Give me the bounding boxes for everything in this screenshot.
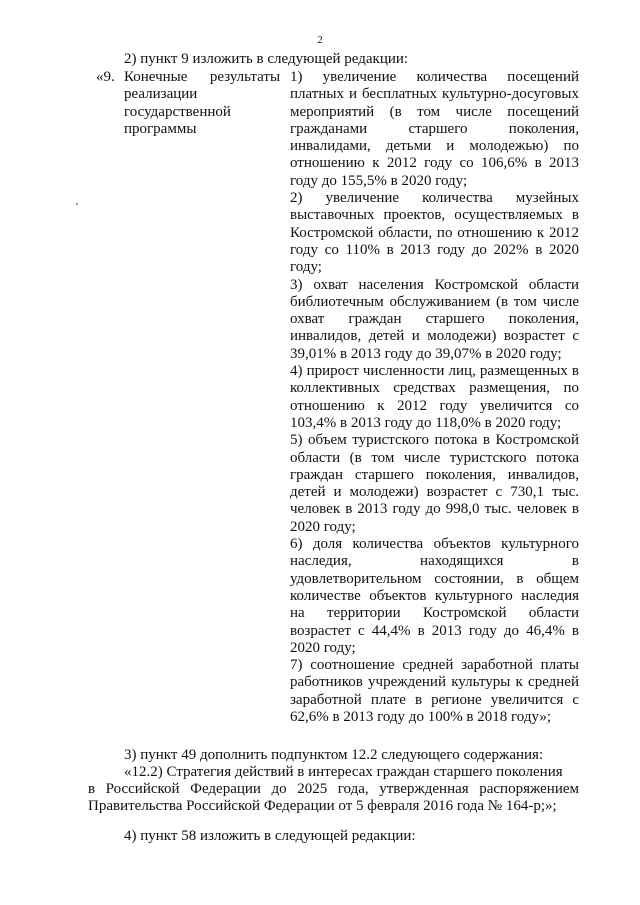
scan-speck <box>76 203 78 205</box>
item-number: «9. <box>96 69 115 85</box>
point-3-quote-line: в Российской Федерации до 2025 года, утвержденная распоряжением <box>88 781 579 797</box>
intro-paragraph: 2) пункт 9 изложить в следующей редакции: <box>124 51 409 67</box>
item-label-line: Конечные результаты <box>124 69 281 85</box>
result-item: 6) доля количества объектов культурного наследия, находящихся в удовлетворительном состоянии, в общем количестве объектов культурного наследия на территории Костромской области возрастет с 44,4% в 2013 году до 46,4% в 2020 году; <box>290 536 579 656</box>
result-item: 5) объем туристского потока в Костромской области (в том числе туристского потока граждан старшего поколения, инвалидов, детей и молодежи) возрастет с 730,1 тыс. человек в 2013 году до 998,0 тыс. человек в 2020 году; <box>290 432 579 535</box>
item-label-line: государственной <box>124 103 231 120</box>
result-item: 3) охват населения Костромской области библиотечным обслуживанием (в том числе охват граждан старшего поколения, инвалидов, детей и молодежи) возрастет с 39,01% в 2013 году до 39,07% в 2020 году; <box>290 276 579 362</box>
result-item: 1) увеличение количества посещений платных и бесплатных культурно-досуговых мероприятий (в том числе посещений гражданами старшего поколения, инвалидами, детьми и молодежью) по отношению к 2012 году со 106,6% в 2013 году до 155,5% в 2020 году; <box>290 69 579 189</box>
results-list <box>290 69 579 726</box>
item-label-line: реализации <box>124 86 198 103</box>
result-item: 4) прирост численности лиц, размещенных в коллективных средствах размещения, по отношению к 2012 году увеличится со 103,4% в 2013 году до 118,0% в 2020 году; <box>290 363 579 431</box>
point-4-heading: 4) пункт 58 изложить в следующей редакции: <box>124 828 416 844</box>
point-3-heading: 3) пункт 49 дополнить подпунктом 12.2 следующего содержания: <box>124 747 544 763</box>
item-label-line: программы <box>124 120 197 137</box>
point-3-quote-line: «12.2) Стратегия действий в интересах граждан старшего поколения <box>124 764 563 780</box>
item-label <box>124 69 284 138</box>
page-number: 2 <box>317 34 323 46</box>
result-item: 2) увеличение количества музейных выставочных проектов, осуществляемых в Костромской области, по отношению к 2012 году со 110% в 2013 году до 202% в 2020 году; <box>290 190 579 276</box>
point-3-quote-line: Правительства Российской Федерации от 5 февраля 2016 года № 164-р;»; <box>88 798 557 814</box>
result-item: 7) соотношение средней заработной платы работников учреждений культуры к средней заработной плате в регионе увеличится с 62,6% в 2013 году до 100% в 2018 году»; <box>290 657 579 725</box>
